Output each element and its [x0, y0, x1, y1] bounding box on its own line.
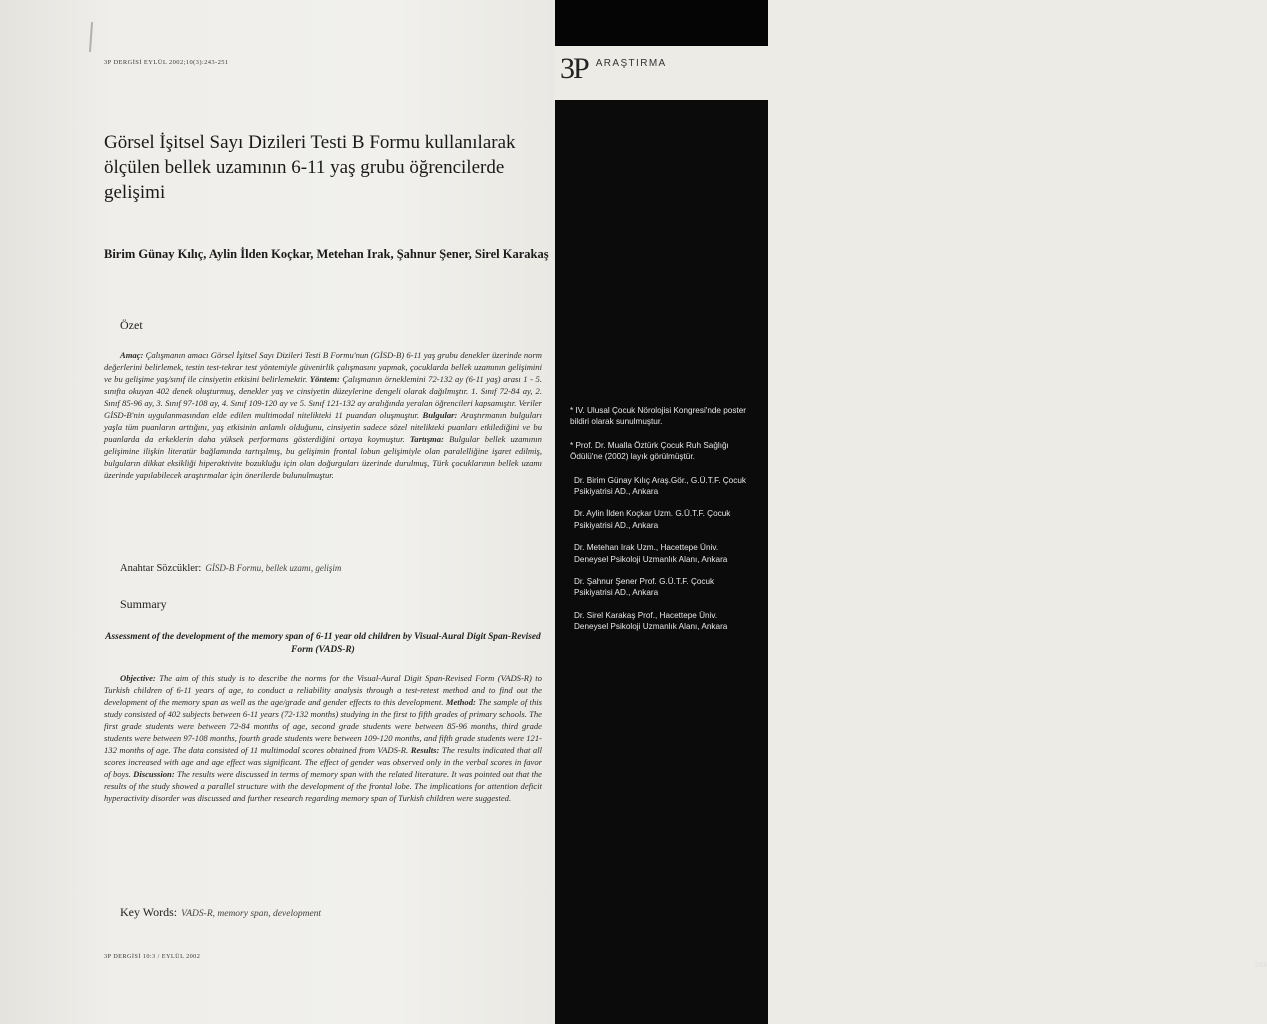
journal-logo: 3P	[560, 52, 588, 85]
affiliation: Dr. Birim Günay Kılıç Araş.Gör., G.Ü.T.F. Çocuk Psikiyatrisi AD., Ankara	[574, 475, 746, 497]
sidebar-notes	[570, 405, 750, 644]
sidebar-top-band	[555, 0, 768, 46]
author-list: Birim Günay Kılıç, Aylin İlden Koçkar, Metehan Irak, Şahnur Şener, Sirel Karakaş	[104, 247, 549, 261]
keywords-label: Anahtar Sözcükler:	[120, 563, 202, 574]
text-results: The results indicated that all scores increased with age and age effect was significant. The effect of gender was observed only in the verbal scores in favor of boys.	[104, 745, 542, 780]
text-amac: Çalışmanın amacı Görsel İşitsel Sayı Dizileri Testi B Formu'nun (GİSD-B) 6-11 yaş grubu denekler üzerinde norm değerlerini belirlemek, testin test-tekrar test yöntemiyle güvenirlik çalışmasını yapmak, çocuklarda bellek uzamının gelişimini ve bu gelişime yaş/sınıf ile cinsiyetin etkisini belirlemektir.	[104, 350, 542, 385]
footnote-congress: * IV. Ulusal Çocuk Nörolojisi Kongresi'nde poster bildiri olarak sunulmuştur.	[570, 406, 747, 427]
article-title: Görsel İşitsel Sayı Dizileri Testi B Formu kullanılarak ölçülen bellek uzamının 6-11 yaş grubu öğrencilerde gelişimi	[104, 132, 516, 203]
keywords-label: Key Words:	[120, 905, 178, 919]
summary-abstract	[104, 672, 542, 805]
journal-brand	[560, 54, 667, 84]
affiliation: Dr. Sirel Karakaş Prof., Hacettepe Üniv. Deneysel Psikoloji Uzmanlık Alanı, Ankara	[574, 610, 728, 632]
label-objective: Objective:	[120, 673, 156, 683]
label-yontem: Yöntem:	[309, 374, 340, 385]
text-yontem: Çalışmanın örneklemini 72-132 ay (6-11 yaş) arası 1 - 5. sınıfta okuyan 402 denek oluşturmuş, denekler yaş ve cinsiyetin düzeylerine dengeli olarak dağılmıştır. 1. Sınıf 72-84 ay, 2. Sınıf 85-96 ay, 3. Sınıf 97-108 ay, 4. Sınıf 109-120 ay ve 5. Sınıf 121-132 ay aralığında yeralan öğrencileri kapsamıştır. Veriler GİSD-B'nin uygulanmasından elde edilen multimodal nitelikteki 11 puandan oluşmuştur.	[104, 374, 542, 421]
label-tartisma: Tartışma:	[409, 434, 444, 445]
text-tartisma: Bulgular bellek uzamının gelişimine ilişkin literatür bağlamında tartışılmış, bu gelişimin frontal lobun gelişimiyle olan paralelliğine işaret edilmiş, bulguların dikkat eksikliği hiperaktivite bozukluğu için olan doğurguları üzerinde durulmuş, Türk çocuklarının bellek uzamı üzerinde yapılabilecek araştırmalar için önerilerde bulunulmuştur.	[104, 434, 542, 481]
sidebar	[555, 0, 1267, 1024]
text-discussion: The results were discussed in terms of memory span with the related literature. It was pointed out that the results of the study showed a parallel structure with the development of the frontal lobe. The implications for attention deficit hyperactivity disorder was discussed and further research regarding memory span of Turkish children were suggested.	[104, 769, 542, 804]
keywords-value: VADS-R, memory span, development	[181, 909, 322, 919]
section-label: ARAŞTIRMA	[595, 58, 667, 69]
text-bulgular: Araştırmanın bulguları yaşla tüm puanların arttığını, yaş etkisinin anlamlı olduğunu, cinsiyetin sadece sözel nitelikteki puanları etkilediğini ve bu puanlarda da erkeklerin daha yüksek performans gösterdiğini ortaya koymuştur.	[104, 410, 542, 445]
ozet-heading: Özet	[120, 318, 143, 332]
page-number: 243	[1255, 962, 1267, 969]
footnote-award: * Prof. Dr. Mualla Öztürk Çocuk Ruh Sağlığı Ödülü'ne (2002) layık görülmüştür.	[570, 440, 729, 462]
keywords-value: GİSD-B Formu, bellek uzamı, gelişim	[205, 563, 342, 573]
label-amac: Amaç:	[120, 350, 144, 360]
summary-keywords	[120, 905, 321, 920]
text-method: The sample of this study consisted of 402 subjects between 6-11 years (72-132 months) studying in the first to fifth grades of primary schools. The first grade students were between 72-84 months of age, second grade students were between 85-96 months, third grade students were between 97-108 months, fourth grade students were between 109-120 months, and fifth grade students were 121-132 months of age. The data consisted of 11 multimodal scores obtained from VADS-R.	[104, 697, 542, 756]
ozet-keywords	[120, 563, 341, 574]
label-method: Method:	[445, 697, 476, 708]
affiliation: Dr. Metehan Irak Uzm., Hacettepe Üniv. Deneysel Psikoloji Uzmanlık Alanı, Ankara	[574, 543, 728, 564]
label-results: Results:	[410, 745, 440, 756]
label-bulgular: Bulgular:	[422, 410, 458, 421]
text-objective: The aim of this study is to describe the norms for the Visual-Aural Digit Span-Revised Form (VADS-R) to Turkish children of 6-11 years of age, to conduct a reliability analysis through a test-retest method and to find out the development of the memory span as well as the age/grade and gender effects to this development.	[104, 673, 542, 708]
summary-heading: Summary	[120, 597, 167, 611]
affiliation: Dr. Aylin İlden Koçkar Uzm. G.Ü.T.F. Çocuk Psikiyatrisi AD., Ankara	[574, 509, 731, 530]
label-discussion: Discussion:	[133, 769, 175, 780]
running-head: 3P DERGİSİ EYLÜL 2002;10(3):243-251	[104, 59, 229, 66]
page-footer: 3P DERGİSİ 10:3 / EYLÜL 2002	[104, 953, 201, 960]
summary-title: Assessment of the development of the memory span of 6-11 year old children by Visual-Aural Digit Span-Revised Form (VADS-R)	[105, 632, 541, 655]
affiliation: Dr. Şahnur Şener Prof. G.Ü.T.F. Çocuk Psikiyatrisi AD., Ankara	[574, 577, 715, 598]
ozet-abstract	[104, 349, 542, 482]
